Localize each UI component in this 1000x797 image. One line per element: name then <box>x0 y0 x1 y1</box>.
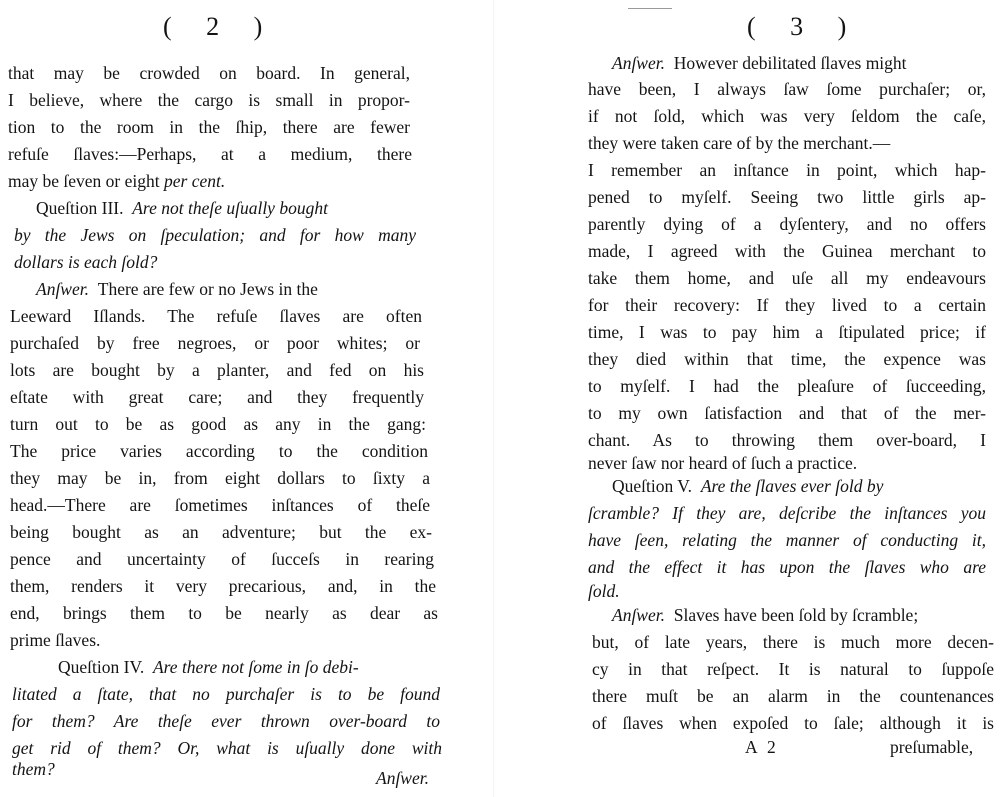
question-text: by the Jews on ſpeculation; and for how many <box>14 225 416 245</box>
gutter <box>493 0 495 797</box>
question-text: ſold. <box>588 581 620 601</box>
text-line: I believe, where the cargo is small in propor- <box>8 90 410 110</box>
text-line: pened to myſelf. Seeing two little girls ap- <box>588 187 986 207</box>
text-line: head.—There are ſometimes inſtances of theſe <box>10 495 430 515</box>
text-line: prime ſlaves. <box>10 630 101 650</box>
text-line: take them home, and uſe all my endeavours <box>588 268 986 288</box>
text-line: cy in that reſpect. It is natural to ſuppoſe <box>592 659 994 679</box>
text-line: there muſt be an alarm in the countenances <box>592 686 994 706</box>
text-line: parently dying of a dyſentery, and no offers <box>588 214 986 234</box>
question-heading: Queſtion IV. Are there not ſome in ſo debi- <box>58 657 359 677</box>
question-text: have ſeen, relating the manner of conducting it, <box>588 530 986 550</box>
text-line: purchaſed by free negroes, or poor whites; or <box>10 333 420 353</box>
text-line: they died within that time, the expence was <box>588 349 986 369</box>
question-text: dollars is each ſold? <box>14 252 158 272</box>
right-page <box>500 0 1000 797</box>
answer-line: Anſwer. However debilitated ſlaves might <box>612 53 907 73</box>
catchword: Anſwer. <box>376 768 429 788</box>
text-line: I remember an inſtance in point, which hap- <box>588 160 986 180</box>
text-line: lots are bought by a planter, and fed on his <box>10 360 424 380</box>
text-line: being bought as an adventure; but the ex- <box>10 522 432 542</box>
text-line: if not ſold, which was very ſeldom the caſe, <box>588 106 986 126</box>
text-line: never ſaw nor heard of ſuch a practice. <box>588 453 858 473</box>
text-line: turn out to be as good as any in the gang: <box>10 414 426 434</box>
text-line: of ſlaves when expoſed to ſale; although it is <box>592 713 994 733</box>
signature-mark: A 2 <box>745 737 779 757</box>
text-line: they were taken care of by the merchant.— <box>588 133 891 153</box>
text-line: end, brings them to be nearly as dear as <box>10 603 438 623</box>
question-text: for them? Are theſe ever thrown over-board to <box>12 711 440 731</box>
answer-line: Anſwer. Slaves have been ſold by ſcramble; <box>612 605 919 625</box>
text-line: they may be in, from eight dollars to ſixty a <box>10 468 430 488</box>
text-line: time, I was to pay him a ſtipulated price; if <box>588 322 986 342</box>
text-line: to myſelf. I had the pleaſure of ſucceeding, <box>588 376 986 396</box>
page-number: ( 2 ) <box>163 12 277 41</box>
text-line: tion to the room in the ſhip, there are fewer <box>8 117 410 137</box>
printer-mark <box>628 8 672 9</box>
text-line: them, renders it very precarious, and, in the <box>10 576 436 596</box>
text-line: that may be crowded on board. In general, <box>8 63 410 83</box>
left-page <box>0 0 490 797</box>
question-text: them? <box>12 759 55 779</box>
question-heading: Queſtion V. Are the ſlaves ever ſold by <box>612 476 884 496</box>
text-line: eſtate with great care; and they frequently <box>10 387 424 407</box>
question-text: get rid of them? Or, what is uſually done with <box>12 738 442 758</box>
question-text: litated a ſtate, that no purchaſer is to be found <box>12 684 440 704</box>
text-line: to my own ſatisfaction and that of the mer- <box>588 403 986 423</box>
text-line: The price varies according to the condition <box>10 441 428 461</box>
text-line: refuſe ſlaves:—Perhaps, at a medium, there <box>8 144 412 164</box>
catchword: preſumable, <box>890 737 974 757</box>
text-line: pence and uncertainty of ſucceſs in rearing <box>10 549 434 569</box>
text-line: have been, I always ſaw ſome purchaſer; or, <box>588 79 986 99</box>
answer-line: Anſwer. There are few or no Jews in the <box>36 279 318 299</box>
text-line: chant. As to throwing them over-board, I <box>588 430 986 450</box>
text-line: made, I agreed with the Guinea merchant to <box>588 241 986 261</box>
question-text: and the effect it has upon the ſlaves who are <box>588 557 986 577</box>
question-text: ſcramble? If they are, deſcribe the inſtances you <box>588 503 986 523</box>
text-line: but, of late years, there is much more decen- <box>592 632 994 652</box>
text-line: may be ſeven or eight per cent. <box>8 171 226 191</box>
text-line: Leeward Iſlands. The refuſe ſlaves are often <box>10 306 422 326</box>
page-number: ( 3 ) <box>747 12 861 41</box>
text-line: for their recovery: If they lived to a certain <box>588 295 986 315</box>
question-heading: Queſtion III. Are not theſe uſually bought <box>36 198 328 218</box>
